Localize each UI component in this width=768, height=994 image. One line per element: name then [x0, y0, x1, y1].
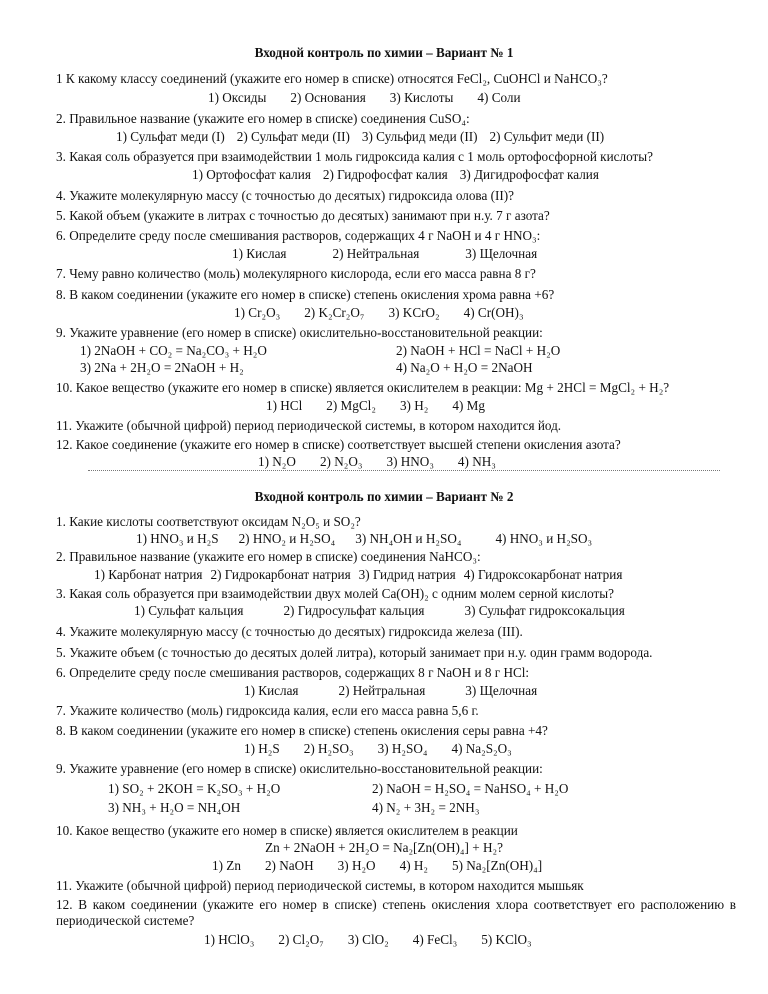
option: 4) Mg [452, 398, 485, 413]
v2-question-9-options [80, 780, 720, 818]
variant-1-title: Входной контроль по химии – Вариант № 1 [254, 45, 514, 60]
v1-question-7: 7. Чему равно количество (моль) молекулярного кислорода, если его масса равна 8 г? [56, 266, 536, 281]
option: 1) Сульфат меди (I) [116, 129, 225, 144]
option: 2) HNO₂ и H₂SO₄ [238, 531, 336, 546]
option: 3) 2Na + 2H₂O = 2NaOH + H₂ [80, 360, 244, 375]
option: 5) KClO₃ [481, 932, 532, 947]
option: 1) N₂O [258, 454, 296, 469]
v2-question-12: 12. В каком соединении (укажите его номер в списке) степень окисления хлора соответствует его расположению в периодической системе? [56, 897, 736, 928]
v1-question-12: 12. Какое соединение (укажите его номер в списке) соответствует высшей степени окисления азота? [56, 437, 621, 452]
option: 3) ClO₂ [347, 932, 389, 947]
option: 2) Гидрофосфат калия [322, 167, 448, 182]
v1-question-5: 5. Какой объем (укажите в литрах с точностью до десятых) занимают при н.у. 7 г азота? [56, 208, 550, 223]
option: 2) H₂SO₃ [303, 741, 354, 756]
option: 2) Cl₂O₇ [278, 932, 324, 947]
option: 2) K₂Cr₂O₇ [304, 305, 365, 320]
option: 3) KCrO₂ [388, 305, 440, 320]
option: 2) Нейтральная [338, 683, 426, 698]
v1-question-3-options [192, 166, 599, 184]
option: 1) 2NaOH + CO₂ = Na₂CO₃ + H₂O [80, 343, 267, 358]
v1-question-4: 4. Укажите молекулярную массу (с точностью до десятых) гидроксида олова (II)? [56, 188, 515, 203]
option: 2) NaOH = H₂SO₄ = NaHSO₄ + H₂O [372, 781, 569, 796]
v1-question-9-options [80, 342, 720, 378]
v1-question-10-options [266, 397, 485, 415]
option: 2) Основания [290, 90, 366, 105]
v2-question-4: 4. Укажите молекулярную массу (с точностью до десятых) гидроксида железа (III). [56, 624, 523, 639]
v2-question-1-options [136, 530, 592, 548]
option: 4) Гидроксокарбонат натрия [463, 567, 623, 582]
option: 1) Ортофосфат калия [192, 167, 311, 182]
option: 3) Гидрид натрия [358, 567, 456, 582]
option: 5) Na₂[Zn(OH)₄] [452, 858, 543, 873]
option: 1) HNO₃ и H₂S [136, 531, 219, 546]
option: 4) N₂ + 3H₂ = 2NH₃ [372, 800, 480, 815]
option: 1) Кислая [244, 683, 299, 698]
v1-question-8: 8. В каком соединении (укажите его номер в списке) степень окисления хрома равна +6? [56, 287, 555, 302]
v2-question-8: 8. В каком соединении (укажите его номер в списке) степень окисления серы равна +4? [56, 723, 548, 738]
option: 3) Дигидрофосфат калия [459, 167, 599, 182]
v2-question-9: 9. Укажите уравнение (его номер в списке) окислительно-восстановительной реакции: [56, 761, 543, 776]
option: 3) H₂O [337, 858, 376, 873]
option: 1) Сульфат кальция [134, 603, 244, 618]
v2-question-10-options [212, 857, 542, 875]
option: 4) H₂ [399, 858, 428, 873]
option: 1) Cr₂O₃ [234, 305, 281, 320]
v2-question-7: 7. Укажите количество (моль) гидроксида калия, если его масса равна 5,6 г. [56, 703, 479, 718]
v1-question-12-options [258, 453, 496, 471]
option: 4) NH₃ [457, 454, 496, 469]
option: 3) Сульфат гидроксокальция [464, 603, 625, 618]
v2-question-11: 11. Укажите (обычной цифрой) период периодической системы, в котором находится мышьяк [56, 878, 584, 893]
option: 1) HCl [266, 398, 303, 413]
option: 1) Zn [212, 858, 241, 873]
option: 3) Кислоты [389, 90, 454, 105]
option: 2) Сульфит меди (II) [489, 129, 605, 144]
option: 1) SO₂ + 2KOH = K₂SO₃ + H₂O [108, 781, 281, 796]
v1-question-8-options [234, 304, 524, 322]
v1-question-2: 2. Правильное название (укажите его номер в списке) соединения CuSO₄: [56, 111, 470, 126]
v2-question-6: 6. Определите среду после смешивания растворов, содержащих 8 г NaOH и 8 г HCl: [56, 665, 530, 680]
option: 2) Гидрокарбонат натрия [210, 567, 351, 582]
v2-question-2: 2. Правильное название (укажите его номер в списке) соединения NaHCO₃: [56, 549, 481, 564]
v2-question-3-options [134, 602, 625, 620]
option: 3) H₂SO₄ [377, 741, 428, 756]
option: 4) Соли [477, 90, 521, 105]
option: 3) H₂ [399, 398, 429, 413]
option: 4) FeCl₃ [412, 932, 458, 947]
option: 3) NH₃ + H₂O = NH₄OH [108, 800, 241, 815]
v1-question-6: 6. Определите среду после смешивания растворов, содержащих 4 г NaOH и 4 г HNO₃: [56, 228, 541, 243]
option: 3) Сульфид меди (II) [361, 129, 478, 144]
v1-question-9: 9. Укажите уравнение (его номер в списке) окислительно-восстановительной реакции: [56, 325, 543, 340]
v1-question-11: 11. Укажите (обычной цифрой) период периодической системы, в котором находится йод. [56, 418, 562, 433]
option: 3) HNO₃ [386, 454, 434, 469]
v1-question-10: 10. Какое вещество (укажите его номер в списке) является окислителем в реакции: Mg + 2HCl = MgCl₂ + H₂? [56, 380, 670, 395]
option: 2) Сульфат меди (II) [236, 129, 350, 144]
option: 2) N₂O₃ [319, 454, 363, 469]
option: 2) NaOH [264, 858, 314, 873]
v1-question-1-options [208, 89, 521, 107]
option: 2) NaOH + HCl = NaCl + H₂O [396, 343, 561, 358]
option: 2) MgCl₂ [326, 398, 376, 413]
v2-question-5: 5. Укажите объем (с точностью до десятых долей литра), который занимает при н.у. один грамм водорода. [56, 645, 653, 660]
option: 4) Na₂O + H₂O = 2NaOH [396, 360, 533, 375]
v2-question-8-options [244, 740, 512, 758]
option: 2) Гидросульфат кальция [283, 603, 425, 618]
option: 1) H₂S [244, 741, 280, 756]
option: 4) HNO₃ и H₂SO₃ [495, 531, 593, 546]
v2-question-10-equation: Zn + 2NaOH + 2H₂O = Na₂[Zn(OH)₄] + H₂? [265, 840, 503, 855]
v2-question-6-options [244, 682, 537, 700]
option: 2) Нейтральная [332, 246, 420, 261]
variant-2-title: Входной контроль по химии – Вариант № 2 [254, 489, 514, 504]
option: 1) HClO₃ [204, 932, 255, 947]
option: 4) Cr(OH)₃ [463, 305, 524, 320]
v2-question-12-options [204, 931, 532, 949]
v1-question-1: 1 К какому классу соединений (укажите его номер в списке) относятся FeCl₂, CuOHCl и NaHCO₃? [56, 71, 608, 86]
v1-question-2-options [116, 128, 604, 146]
option: 4) Na₂S₂O₃ [451, 741, 512, 756]
v2-question-1: 1. Какие кислоты соответствуют оксидам N₂O₅ и SO₂? [56, 514, 361, 529]
option: 1) Кислая [232, 246, 287, 261]
option: 3) Щелочная [465, 246, 538, 261]
v2-question-2-options [94, 566, 622, 584]
option: 1) Карбонат натрия [94, 567, 203, 582]
option: 1) Оксиды [208, 90, 267, 105]
dotted-separator [88, 470, 720, 471]
v1-question-6-options [232, 245, 537, 263]
v2-question-3: 3. Какая соль образуется при взаимодействии двух молей Ca(OH)₂ с одним молем серной кислоты? [56, 586, 614, 601]
v2-question-10: 10. Какое вещество (укажите его номер в списке) является окислителем в реакции [56, 823, 518, 838]
option: 3) NH₄OH и H₂SO₄ [355, 531, 462, 546]
v1-question-3: 3. Какая соль образуется при взаимодействии 1 моль гидроксида калия с 1 моль ортофосфорной кислоты? [56, 149, 653, 164]
option: 3) Щелочная [465, 683, 538, 698]
